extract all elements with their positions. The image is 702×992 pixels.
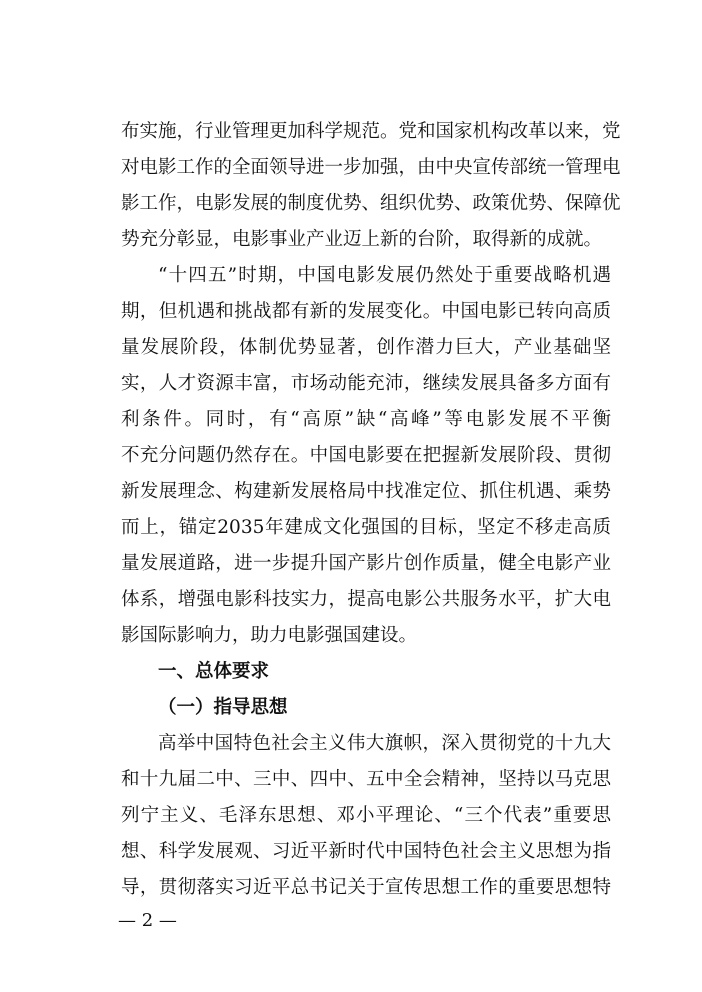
text-line: 量发展道路，进一步提升国产影片创作质量，健全电影产业: [121, 553, 611, 574]
text-line: 和十九届二中、三中、四中、五中全会精神，坚持以马克思: [121, 769, 611, 790]
subsection-heading: （一）指导思想: [158, 697, 288, 718]
text-line: 不充分问题仍然存在。中国电影要在把握新发展阶段、贯彻: [121, 445, 611, 466]
section-heading: 一、总体要求: [158, 661, 270, 682]
text-line: 期，但机遇和挑战都有新的发展变化。中国电影已转向高质: [121, 301, 611, 322]
text-line: 列宁主义、毛泽东思想、邓小平理论、“三个代表”重要思: [121, 805, 611, 826]
text-line: 影国际影响力，助力电影强国建设。: [121, 625, 418, 646]
text-line: 量发展阶段，体制优势显著，创作潜力巨大，产业基础坚: [121, 337, 611, 358]
text-line: 影工作，电影发展的制度优势、组织优势、政策优势、保障优: [121, 193, 621, 214]
text-line: 想、科学发展观、习近平新时代中国特色社会主义思想为指: [121, 841, 611, 862]
text-line: 新发展理念、构建新发展格局中找准定位、抓住机遇、乘势: [121, 481, 611, 502]
text-line: 实，人才资源丰富，市场动能充沛，继续发展具备多方面有: [121, 373, 611, 394]
text-line: 导，贯彻落实习近平总书记关于宣传思想工作的重要思想特: [121, 877, 611, 898]
text-line: 利条件。同时，有“高原”缺“高峰”等电影发展不平衡: [121, 409, 611, 430]
text-line: 布实施，行业管理更加科学规范。党和国家机构改革以来，党: [121, 121, 621, 142]
page-number: — 2 —: [118, 910, 177, 931]
text-line: “十四五”时期，中国电影发展仍然处于重要战略机遇: [158, 265, 611, 286]
text-line: 而上，锚定2035年建成文化强国的目标，坚定不移走高质: [121, 517, 611, 538]
text-line: 势充分彰显，电影事业产业迈上新的台阶，取得新的成就。: [121, 229, 603, 250]
text-line: 对电影工作的全面领导进一步加强，由中央宣传部统一管理电: [121, 157, 621, 178]
text-line: 体系，增强电影科技实力，提高电影公共服务水平，扩大电: [121, 589, 611, 610]
text-line: 高举中国特色社会主义伟大旗帜，深入贯彻党的十九大: [158, 733, 611, 754]
